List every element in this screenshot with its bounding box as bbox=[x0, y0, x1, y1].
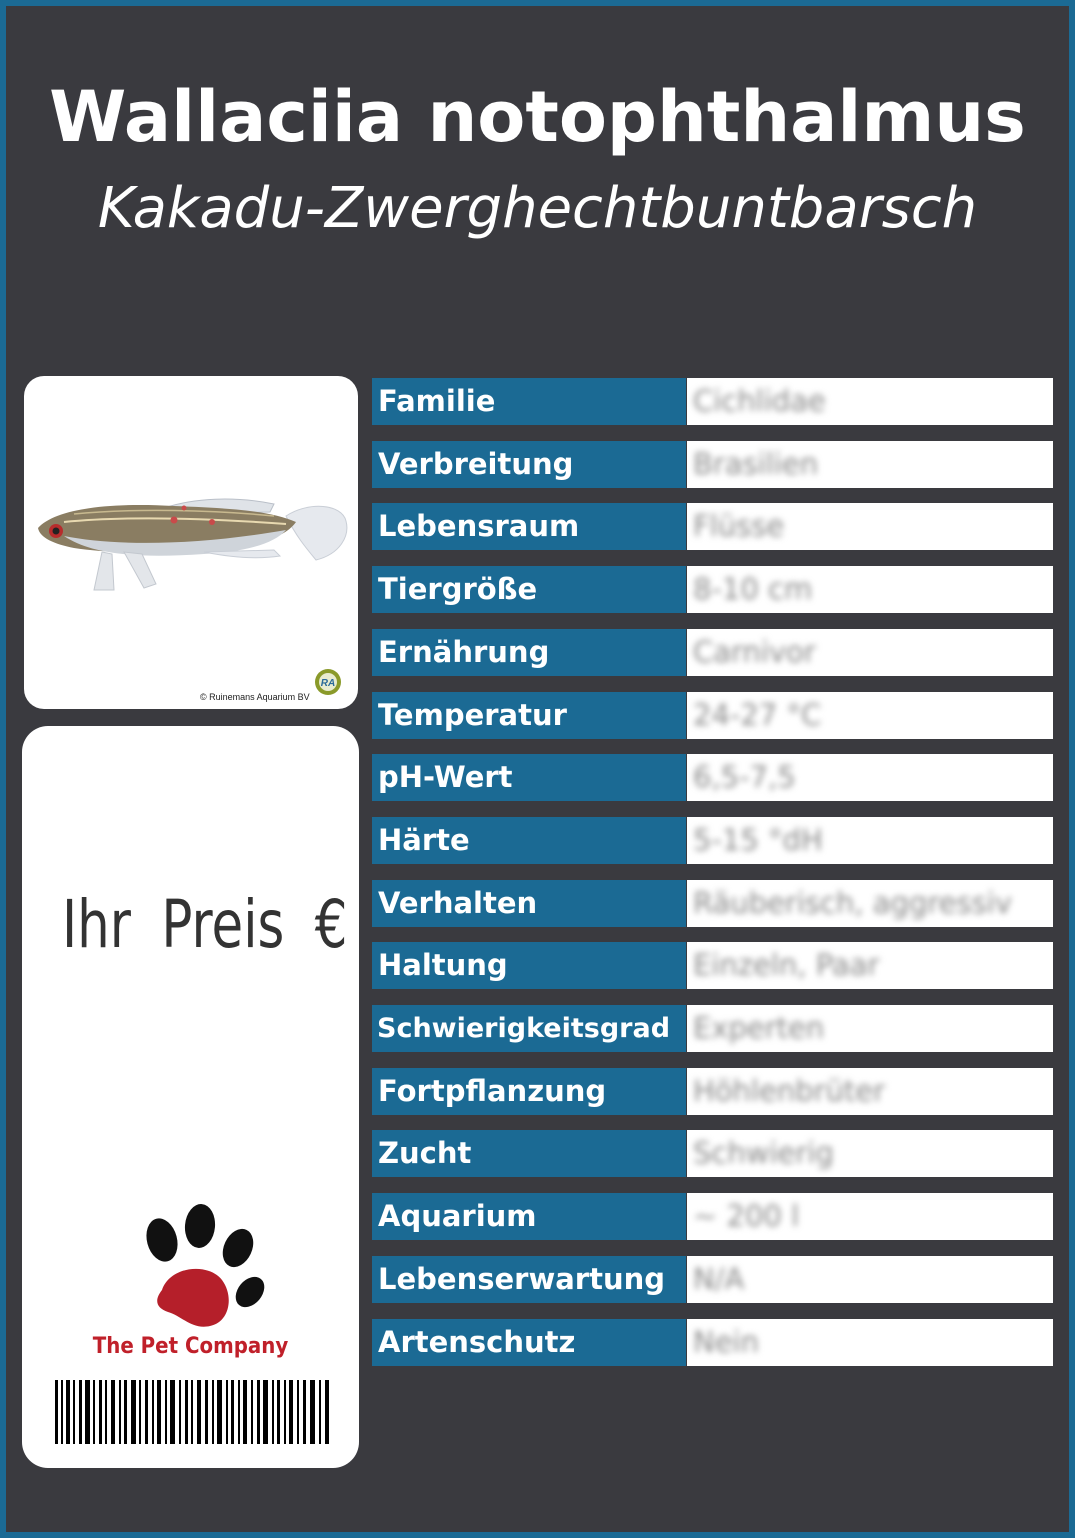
fact-row-ph-wert bbox=[372, 754, 1053, 801]
price-tag-card bbox=[6, 6, 1069, 1532]
fact-value-text: Carnivor bbox=[693, 634, 816, 669]
fact-row-lebensraum bbox=[372, 503, 1053, 550]
photo-credit: © Ruinemans Aquarium BV bbox=[200, 692, 310, 702]
fact-value bbox=[687, 1256, 1053, 1303]
fact-label: Temperatur bbox=[372, 692, 686, 739]
fact-label: Lebenserwartung bbox=[372, 1256, 686, 1303]
fact-value-text: Einzeln, Paar bbox=[693, 948, 880, 983]
fact-row-verbreitung bbox=[372, 441, 1053, 488]
fact-label: Härte bbox=[372, 817, 686, 864]
fact-row-zucht bbox=[372, 1130, 1053, 1177]
fact-label: Haltung bbox=[372, 942, 686, 989]
fact-value bbox=[687, 1193, 1053, 1240]
fact-label: Aquarium bbox=[372, 1193, 686, 1240]
fact-value-text: Flüsse bbox=[693, 509, 785, 544]
brand-name: The Pet Company bbox=[92, 1334, 289, 1359]
fact-row-verhalten bbox=[372, 880, 1053, 927]
fact-label: Ernährung bbox=[372, 629, 686, 676]
fact-label: Artenschutz bbox=[372, 1319, 686, 1366]
fact-row-fortpflanzung bbox=[372, 1068, 1053, 1115]
fact-value-text: Räuberisch, aggressiv bbox=[693, 885, 1012, 920]
fact-value bbox=[687, 754, 1053, 801]
fact-row-artenschutz bbox=[372, 1319, 1053, 1366]
fish-photo-card bbox=[24, 376, 358, 709]
fact-label: Verbreitung bbox=[372, 441, 686, 488]
fact-value-text: Höhlenbrüter bbox=[693, 1073, 886, 1108]
fact-value bbox=[687, 1319, 1053, 1366]
fact-value bbox=[687, 880, 1053, 927]
ra-logo-text: RA bbox=[320, 678, 336, 689]
species-common-name: Kakadu-Zwerghechtbuntbarsch bbox=[97, 176, 978, 241]
fact-value-text: N/A bbox=[693, 1261, 745, 1296]
fact-value-text: Experten bbox=[693, 1011, 825, 1045]
ra-logo-icon bbox=[314, 668, 342, 696]
fact-value-text: 6,5-7,5 bbox=[693, 760, 796, 795]
fact-label: Fortpflanzung bbox=[372, 1068, 686, 1115]
fact-value-text: Nein bbox=[693, 1324, 759, 1359]
fact-value bbox=[687, 503, 1053, 550]
fact-label: Tiergröße bbox=[372, 566, 686, 613]
fact-value bbox=[687, 1005, 1053, 1052]
price-label: Ihr Preis € bbox=[62, 886, 348, 963]
fact-row-aquarium bbox=[372, 1193, 1053, 1240]
fact-row-lebenserwartung bbox=[372, 1256, 1053, 1303]
fact-value-text: 8-10 cm bbox=[693, 572, 813, 607]
fact-value bbox=[687, 566, 1053, 613]
fact-row-schwierigkeitsgrad bbox=[372, 1005, 1053, 1052]
species-title: Wallaciia notophthalmus bbox=[49, 76, 1026, 158]
fact-value-text: 5-15 °dH bbox=[693, 822, 823, 857]
fact-value bbox=[687, 817, 1053, 864]
fact-value bbox=[687, 692, 1053, 739]
paw-logo-icon bbox=[122, 1204, 282, 1334]
fact-value bbox=[687, 378, 1053, 425]
fact-row-ernaehrung bbox=[372, 629, 1053, 676]
fact-value bbox=[687, 441, 1053, 488]
price-card bbox=[22, 726, 359, 1468]
fact-value bbox=[687, 942, 1053, 989]
fact-row-tiergroesse bbox=[372, 566, 1053, 613]
fact-label: Schwierigkeitsgrad bbox=[372, 1005, 686, 1052]
fact-label: Verhalten bbox=[372, 880, 686, 927]
fact-value-text: 24-27 °C bbox=[693, 697, 822, 732]
fact-value-text: Brasilien bbox=[693, 446, 819, 481]
fact-label: Zucht bbox=[372, 1130, 686, 1177]
barcode-icon bbox=[55, 1380, 331, 1444]
fact-value bbox=[687, 1130, 1053, 1177]
fact-row-haerte bbox=[372, 817, 1053, 864]
fact-value-text: ~ 200 l bbox=[693, 1199, 800, 1234]
fact-value-text: Cichlidae bbox=[693, 384, 826, 418]
fact-value-text: Schwierig bbox=[693, 1136, 834, 1171]
fact-row-haltung bbox=[372, 942, 1053, 989]
fact-value bbox=[687, 629, 1053, 676]
fact-row-temperatur bbox=[372, 692, 1053, 739]
fact-label: Lebensraum bbox=[372, 503, 686, 550]
fish-image bbox=[24, 376, 358, 709]
fact-label: Familie bbox=[372, 378, 686, 425]
fact-row-familie bbox=[372, 378, 1053, 425]
fact-label: pH-Wert bbox=[372, 754, 686, 801]
fact-value bbox=[687, 1068, 1053, 1115]
